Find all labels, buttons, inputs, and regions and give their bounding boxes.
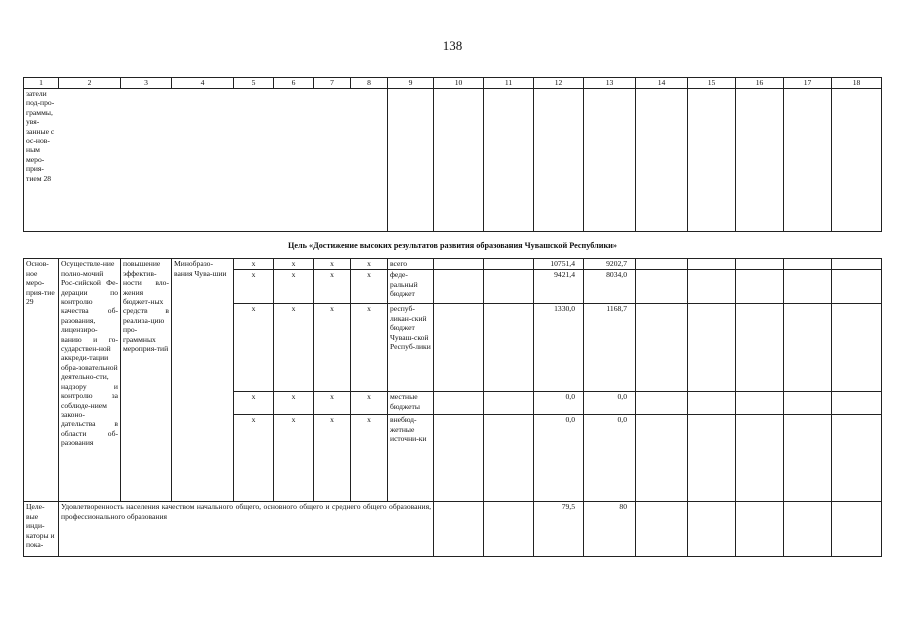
table-cell (636, 415, 688, 502)
table-cell (434, 304, 484, 392)
value-cell: 0,0 (584, 392, 636, 415)
table-cell (636, 270, 688, 304)
table-cell (636, 89, 688, 232)
value-cell: 8034,0 (584, 270, 636, 304)
table-cell: x (274, 270, 314, 304)
column-header: 11 (484, 78, 534, 89)
table-cell (688, 259, 736, 270)
table-cell: x (274, 392, 314, 415)
table-cell (434, 392, 484, 415)
table-cell (784, 392, 832, 415)
value-cell: 9202,7 (584, 259, 636, 270)
table-cell (636, 392, 688, 415)
table-cell: x (351, 392, 388, 415)
table-cell (784, 415, 832, 502)
column-header: 1 (24, 78, 59, 89)
column-header: 15 (688, 78, 736, 89)
table-cell (688, 415, 736, 502)
table-cell (736, 270, 784, 304)
column-header: 18 (832, 78, 882, 89)
table-cell: x (274, 415, 314, 502)
table-cell (434, 89, 484, 232)
table-cell (636, 502, 688, 557)
table-cell: x (234, 415, 274, 502)
table-cell (736, 502, 784, 557)
page-number: 138 (442, 38, 463, 53)
table-cell (484, 502, 534, 557)
table-cell: x (314, 304, 351, 392)
event-description: Осуществле-ние полно-мочий Рос-сийской Фе-дерации по контролю качества об-разования, лицензиро-ванию и го-сударствен-ной аккреди-тации обра-зовательной деятельно-сти, надзору и контролю за соблюде-нием законо-дательства в области об-разования (59, 259, 121, 502)
funding-source: феде-ральный бюджет (388, 270, 434, 304)
column-header: 4 (172, 78, 234, 89)
table-cell: x (314, 270, 351, 304)
value-cell: 0,0 (584, 415, 636, 502)
table-cell (636, 259, 688, 270)
indicator-label: Целе-вые инди-каторы и пока- (24, 502, 59, 557)
table-cell (484, 259, 534, 270)
event-executor: Минобразо-вания Чува-шии (172, 259, 234, 502)
funding-source: всего (388, 259, 434, 270)
event-label: Основ-ное меро-прия-тие 29 (24, 259, 59, 502)
table-cell (736, 89, 784, 232)
column-header: 13 (584, 78, 636, 89)
table-cell (736, 392, 784, 415)
table-cell (832, 270, 882, 304)
table-cell: x (351, 259, 388, 270)
table-cell: x (234, 304, 274, 392)
funding-source: респуб-ликан-ский бюджет Чуваш-ской Респуб-лики (388, 304, 434, 392)
table-cell: x (234, 392, 274, 415)
column-header: 14 (636, 78, 688, 89)
value-cell: 10751,4 (534, 259, 584, 270)
table-cell (832, 392, 882, 415)
column-header: 7 (314, 78, 351, 89)
table-cell (736, 259, 784, 270)
program-table (23, 77, 882, 557)
event-result: повышение эффектив-ности вло-жения бюджет-ных средств в реализа-цию про-граммных мероприя-тий (121, 259, 172, 502)
column-header: 10 (434, 78, 484, 89)
column-header: 8 (351, 78, 388, 89)
continuation-row (24, 89, 882, 232)
table-cell (784, 304, 832, 392)
table-cell: x (314, 392, 351, 415)
indicator-description: Удовлетворенность населения качеством начального общего, основного общего и среднего общего образования, профессионального образования (59, 502, 434, 557)
table-cell (832, 304, 882, 392)
table-cell (784, 89, 832, 232)
column-number-row (24, 78, 882, 89)
column-header: 16 (736, 78, 784, 89)
table-cell: x (314, 415, 351, 502)
table-cell: x (234, 259, 274, 270)
table-cell (736, 415, 784, 502)
indicator-row (24, 502, 882, 557)
table-cell: x (274, 259, 314, 270)
table-cell (484, 270, 534, 304)
table-cell (832, 259, 882, 270)
table-cell (484, 415, 534, 502)
table-cell (688, 304, 736, 392)
table-cell (584, 89, 636, 232)
table-cell (636, 304, 688, 392)
table-cell (688, 89, 736, 232)
table-cell (484, 89, 534, 232)
table-cell: x (234, 270, 274, 304)
table-cell: x (351, 304, 388, 392)
table-cell (688, 392, 736, 415)
column-header: 12 (534, 78, 584, 89)
table-cell (688, 502, 736, 557)
column-header: 6 (274, 78, 314, 89)
goal-title: Цель «Достижение высоких результатов развития образования Чувашской Республики» (24, 232, 882, 259)
value-cell: 0,0 (534, 415, 584, 502)
goal-row (24, 232, 882, 259)
funding-source: внебюд-жетные источни-ки (388, 415, 434, 502)
column-header: 17 (784, 78, 832, 89)
continuation-text-cell (24, 89, 388, 232)
indicator-value: 80 (584, 502, 636, 557)
value-cell: 1330,0 (534, 304, 584, 392)
table-cell (784, 502, 832, 557)
column-header: 3 (121, 78, 172, 89)
indicator-value: 79,5 (534, 502, 584, 557)
table-cell (434, 259, 484, 270)
table-cell (784, 259, 832, 270)
table-cell (484, 304, 534, 392)
table-cell: x (351, 415, 388, 502)
table-cell (434, 415, 484, 502)
value-cell: 9421,4 (534, 270, 584, 304)
table-cell (688, 270, 736, 304)
table-cell: x (274, 304, 314, 392)
column-header: 2 (59, 78, 121, 89)
table-cell (534, 89, 584, 232)
value-cell: 1168,7 (584, 304, 636, 392)
table-cell (832, 89, 882, 232)
table-cell (784, 270, 832, 304)
table-cell: x (351, 270, 388, 304)
continuation-label: затели под-про-граммы, увя-занные с ос-нов-ным меро-прия-тием 28 (26, 89, 55, 183)
table-cell (832, 502, 882, 557)
funding-source: местные бюджеты (388, 392, 434, 415)
table-cell: x (314, 259, 351, 270)
table-cell (388, 89, 434, 232)
table-cell (434, 270, 484, 304)
table-cell (832, 415, 882, 502)
table-cell (736, 304, 784, 392)
table-row (24, 259, 882, 270)
column-header: 5 (234, 78, 274, 89)
table-cell (434, 502, 484, 557)
table-cell (484, 392, 534, 415)
value-cell: 0,0 (534, 392, 584, 415)
column-header: 9 (388, 78, 434, 89)
